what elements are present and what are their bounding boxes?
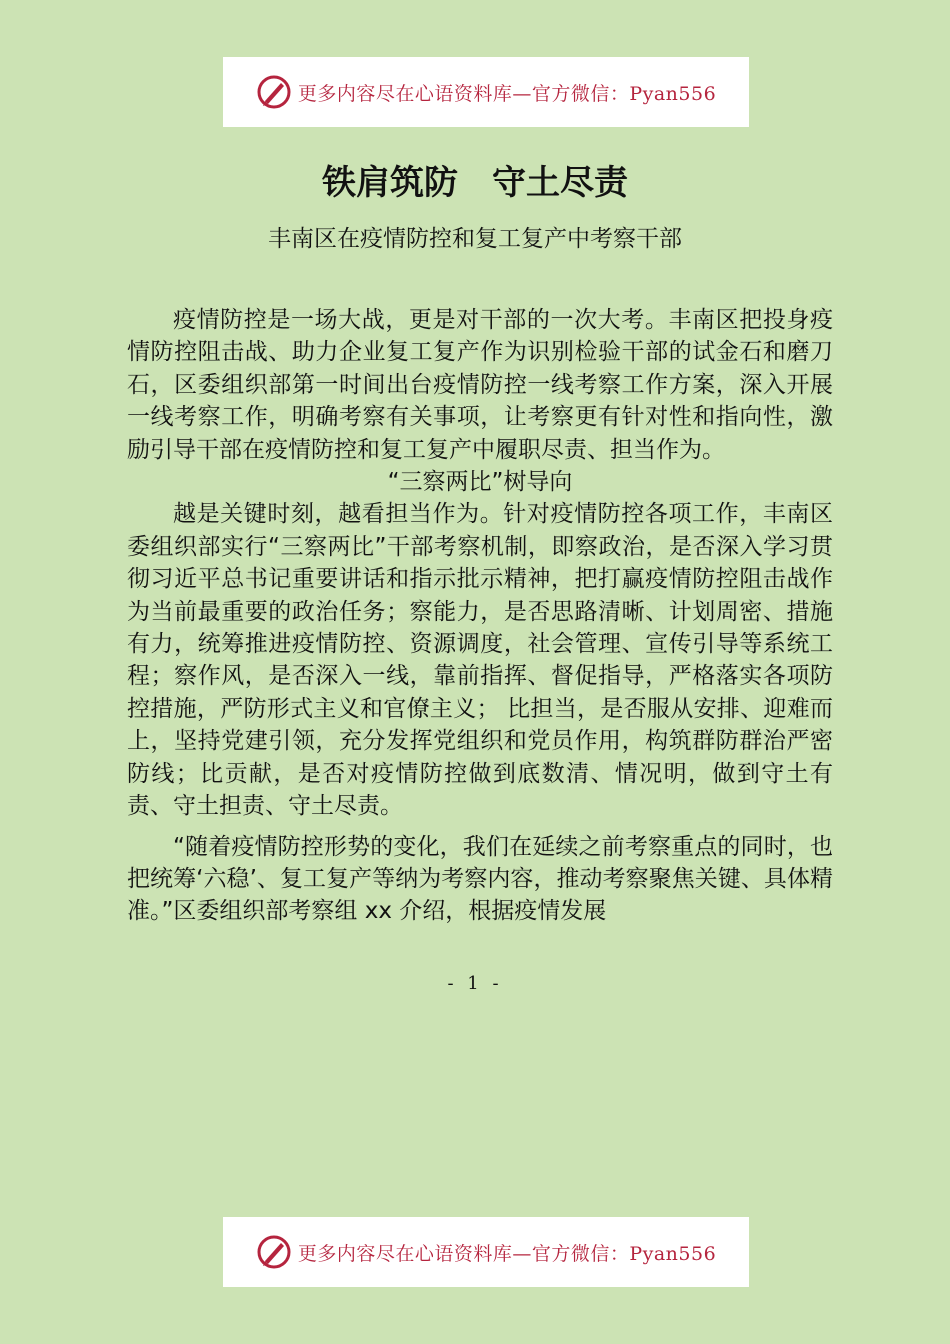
section-heading: “三察两比”树导向	[387, 469, 573, 496]
body-paragraph: 疫情防控是一场大战，更是对干部的一次大考。丰南区把投身疫情防控阻击战、助力企业复工复产作为识别检验干部的试金石和磨刀石，区委组织部第一时间出台疫情防控一线考察工作方案，深入开展一线考察工作，明确考察有关事项，让考察更有针对性和指向性，激励引导干部在疫情防控和复工复产中履职尽责、担当作为。	[127, 307, 833, 463]
footer-banner	[223, 1217, 749, 1287]
pen-logo-icon	[256, 1234, 292, 1270]
pen-logo-icon	[256, 74, 292, 110]
banner-text: 更多内容尽在心语资料库—官方微信：Pyan556	[297, 82, 717, 105]
page-number: - 1 -	[447, 973, 503, 994]
banner-text: 更多内容尽在心语资料库—官方微信：Pyan556	[297, 1242, 717, 1265]
document-subtitle: 丰南区在疫情防控和复工复产中考察干部	[268, 226, 682, 252]
header-banner	[223, 57, 749, 127]
body-paragraph: 越是关键时刻，越看担当作为。针对疫情防控各项工作，丰南区委组织部实行“三察两比”干部考察机制，即察政治，是否深入学习贯彻习近平总书记重要讲话和指示批示精神，把打赢疫情防控阻击战作为当前最重要的政治任务；察能力，是否思路清晰、计划周密、措施有力，统筹推进疫情防控、资源调度，社会管理、宣传引导等系统工程；察作风，是否深入一线，靠前指挥、督促指导，严格落实各项防控措施，严防形式主义和官僚主义； 比担当，是否服从安排、迎难而上，坚持党建引领，充分发挥党组织和党员作用，构筑群防群治严密防线；比贡献，是否对疫情防控做到底数清、情况明，做到守土有责、守土担责、守土尽责。	[127, 501, 833, 820]
body-paragraph: “随着疫情防控形势的变化，我们在延续之前考察重点的同时，也把统筹‘六稳’、复工复产等纳为考察内容，推动考察聚焦关键、具体精准。”区委组织部考察组 xx 介绍，根据疫情发展	[127, 833, 833, 925]
document-title: 铁肩筑防 守土尽责	[322, 163, 628, 203]
document-body	[127, 304, 833, 928]
